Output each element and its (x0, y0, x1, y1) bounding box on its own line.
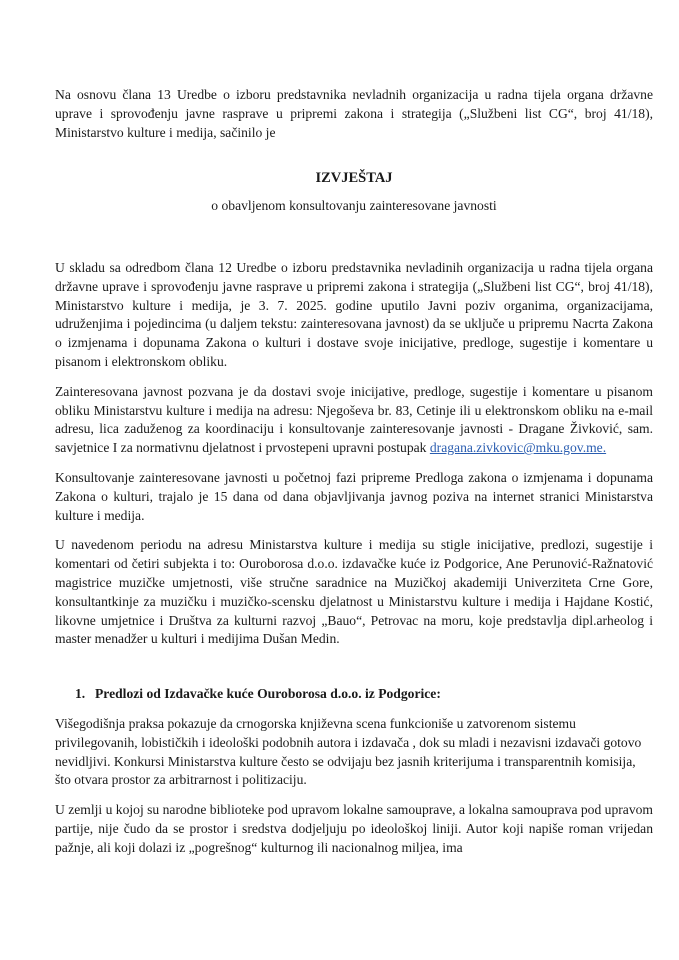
document-title: IZVJEŠTAJ (315, 170, 393, 187)
email-link[interactable]: dragana.zivkovic@mku.gov.me. (429, 440, 607, 456)
body-paragraph-contact (55, 383, 653, 458)
section-paragraph: U zemlji u kojoj su narodne biblioteke pod upravom lokalne samouprave, a lokalna samouprava pod upravom partije, nije čudo da se prostor i sredstva dodjeljuju po ideološkoj liniji. Autor koji napiše roman vrijedan pažnje, ali koji dolazi iz „pogrešnog“ kulturnog ili nacionalnog miljea, ima (55, 802, 653, 855)
body-paragraph: U navedenom periodu na adresu Ministarstva kulture i medija su stigle inicijative, predlozi, sugestije i komentari od četiri subjekta i to: Ouroborosa d.o.o. izdavačke kuće iz Podgorice, Ane Perunović-Ražnatović magistrice muzičke umjetnosti, više stručne saradnice na Muzičkoj akademiji Univerziteta Crne Gore, konsultantkinje za muzičku i muzičko-scensku djelatnost u Ministarstvu kulture i medija i Hajdane Kostić, likovne umjetnice i Društva za kulturni razvoj „Bauo“, Petrovac na moru, koje predstavlja dipl.arheolog i master menadžer u kulturi i medijima Dušan Medin. (55, 537, 653, 647)
document-page (55, 86, 653, 869)
section-paragraph: Višegodišnja praksa pokazuje da crnogorska književna scena funkcioniše u zatvorenom sistemu privilegovanih, lobističkih i ideološki podobnih autora i izdavača , dok su mladi i nezavisni izdavači gotovo nevidljivi. Konkursi Ministarstva kulture često se odvijaju bez jasnih kriterijuma i transparentnih komisija, što otvara prostor za arbitrarnost i politizaciju. (55, 715, 642, 788)
contact-text: Zainteresovana javnost pozvana je da dostavi svoje inicijative, predloge, sugestije i komentare u pisanom obliku Ministarstvu kulture i medija na adresu: Njegoševa br. 83, Cetinje ili u elektronskom obliku na e-mail adresu, lica zaduženog za koordinaciju i konsultovanje zainteresovanje javnosti - Dragane Živković, sam. savjetnice I za normativnu djelatnost i prvostepeni upravni postupak (55, 383, 653, 456)
body-paragraph: U skladu sa odredbom člana 12 Uredbe o izboru predstavnika nevladinih organizacija u radna tijela organa državne uprave i sprovođenju javne rasprave u pripremi zakona i strategija („Službeni list CG“, broj 41/18), Ministarstvo kulture i medija, je 3. 7. 2025. godine uputilo Javni poziv organima, organizacijama, udruženjima i pojedincima (u daljem tekstu: zainteresovana javnost) da se uključe u pripremu Nacrta Zakona o izmjenama i dopunama Zakona o kulturi i dostave svoje inicijative, predloge, sugestije i komentare u pisanom i elektronskom obliku. (55, 259, 653, 369)
intro-paragraph: Na osnovu člana 13 Uredbe o izboru predstavnika nevladnih organizacija u radna tijela organa državne uprave i sprovođenju javne rasprave u pripremi zakona i strategija („Službeni list CG“, broj 41/18), Ministarstvo kulture i medija, sačinilo je (55, 87, 653, 140)
body-paragraph: Konsultovanje zainteresovane javnosti u početnoj fazi pripreme Predloga zakona o izmjenama i dopunama Zakona o kulturi, trajalo je 15 dana od dana objavljivanja javnog poziva na internet stranici Ministarstva kulture i medija. (55, 469, 653, 523)
section-number: 1. (75, 686, 86, 702)
document-subtitle: o obavljenom konsultovanju zainteresovane javnosti (211, 198, 497, 214)
section-heading-text: Predlozi od Izdavačke kuće Ouroborosa d.o.o. iz Podgorice: (95, 686, 441, 702)
section-heading (55, 685, 653, 704)
